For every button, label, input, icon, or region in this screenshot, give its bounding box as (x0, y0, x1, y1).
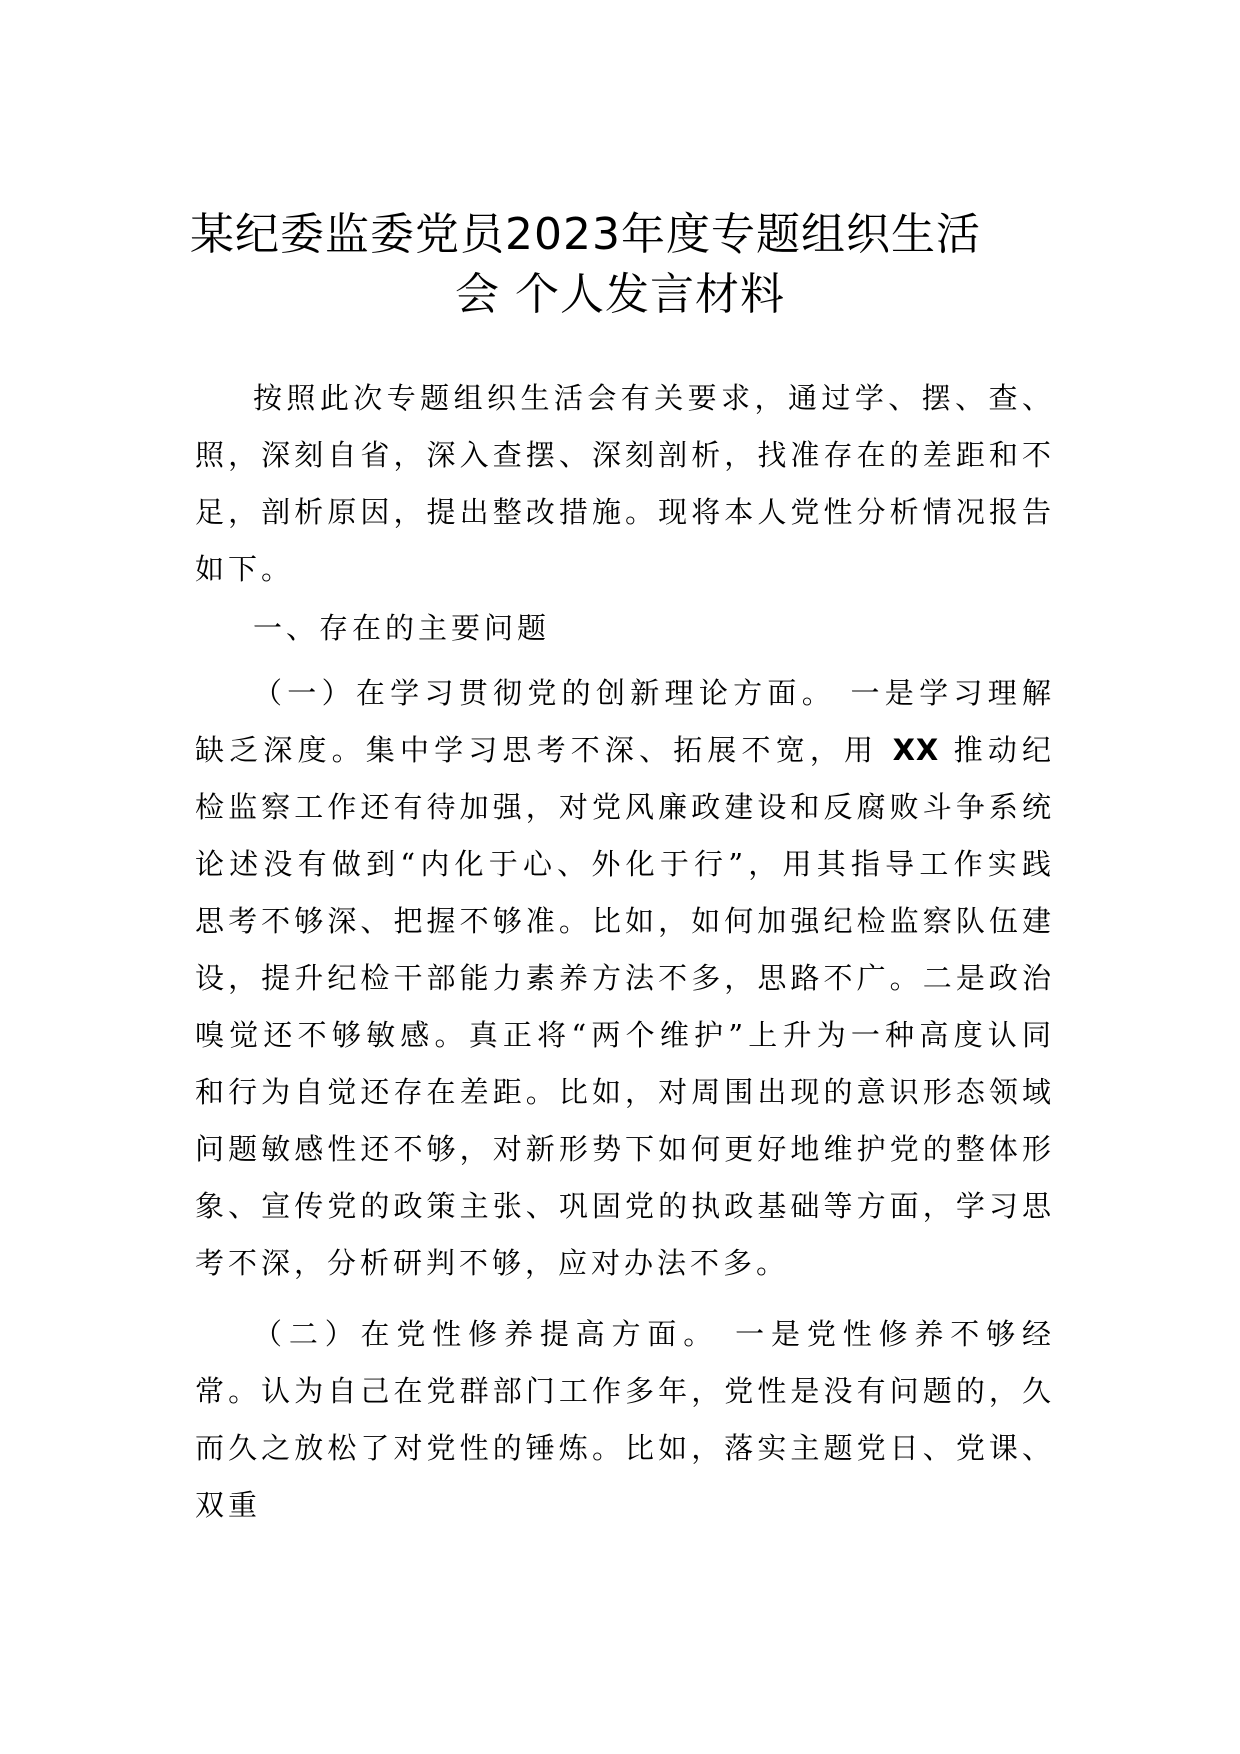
paragraph-item-1 (195, 665, 1055, 1292)
document-body (195, 370, 1055, 1534)
item1-text-end: 推动纪检监察工作还有待加强，对党风廉政建设和反腐败斗争系统论述没有做到“内化于心、外化于行”，用其指导工作实践思考不够深、把握不够准。比如，如何加强纪检监察队伍建设，提升纪检干部能力素养方法不多，思路不广。二是政治嗅觉还不够敏感。真正将“两个维护”上升为一种高度认同和行为自觉还存在差距。比如，对周围出现的意识形态领域问题敏感性还不够，对新形势下如何更好地维护党的整体形象、宣传党的政策主张、巩固党的执政基础等方面，学习思考不深，分析研判不够，应对办法不多。 (195, 733, 1055, 1280)
title-line-2: 会 个人发言材料 (455, 269, 785, 320)
intro-paragraph: 按照此次专题组织生活会有关要求，通过学、摆、查、照，深刻自省，深入查摆、深刻剖析，找准存在的差距和不足，剖析原因，提出整改措施。现将本人党性分析情况报告如下。 (195, 381, 1055, 586)
item1-text-start: （一）在学习贯彻党的创新理论方面。 一是学习理解缺乏深度。集中学习思考不深、拓展不宽，用 (195, 676, 1055, 767)
title-line-1: 某纪委监委党员2023年度专题组织生活 (190, 209, 981, 260)
section-heading-problems: 一、存在的主要问题 (253, 611, 551, 645)
paragraph-item-2: （二）在党性修养提高方面。 一是党性修养不够经常。认为自己在党群部门工作多年，党性是没有问题的，久而久之放松了对党性的锤炼。比如，落实主题党日、党课、双重 (195, 1317, 1055, 1522)
document-title (170, 205, 1070, 325)
placeholder-xx: XX (892, 733, 940, 767)
